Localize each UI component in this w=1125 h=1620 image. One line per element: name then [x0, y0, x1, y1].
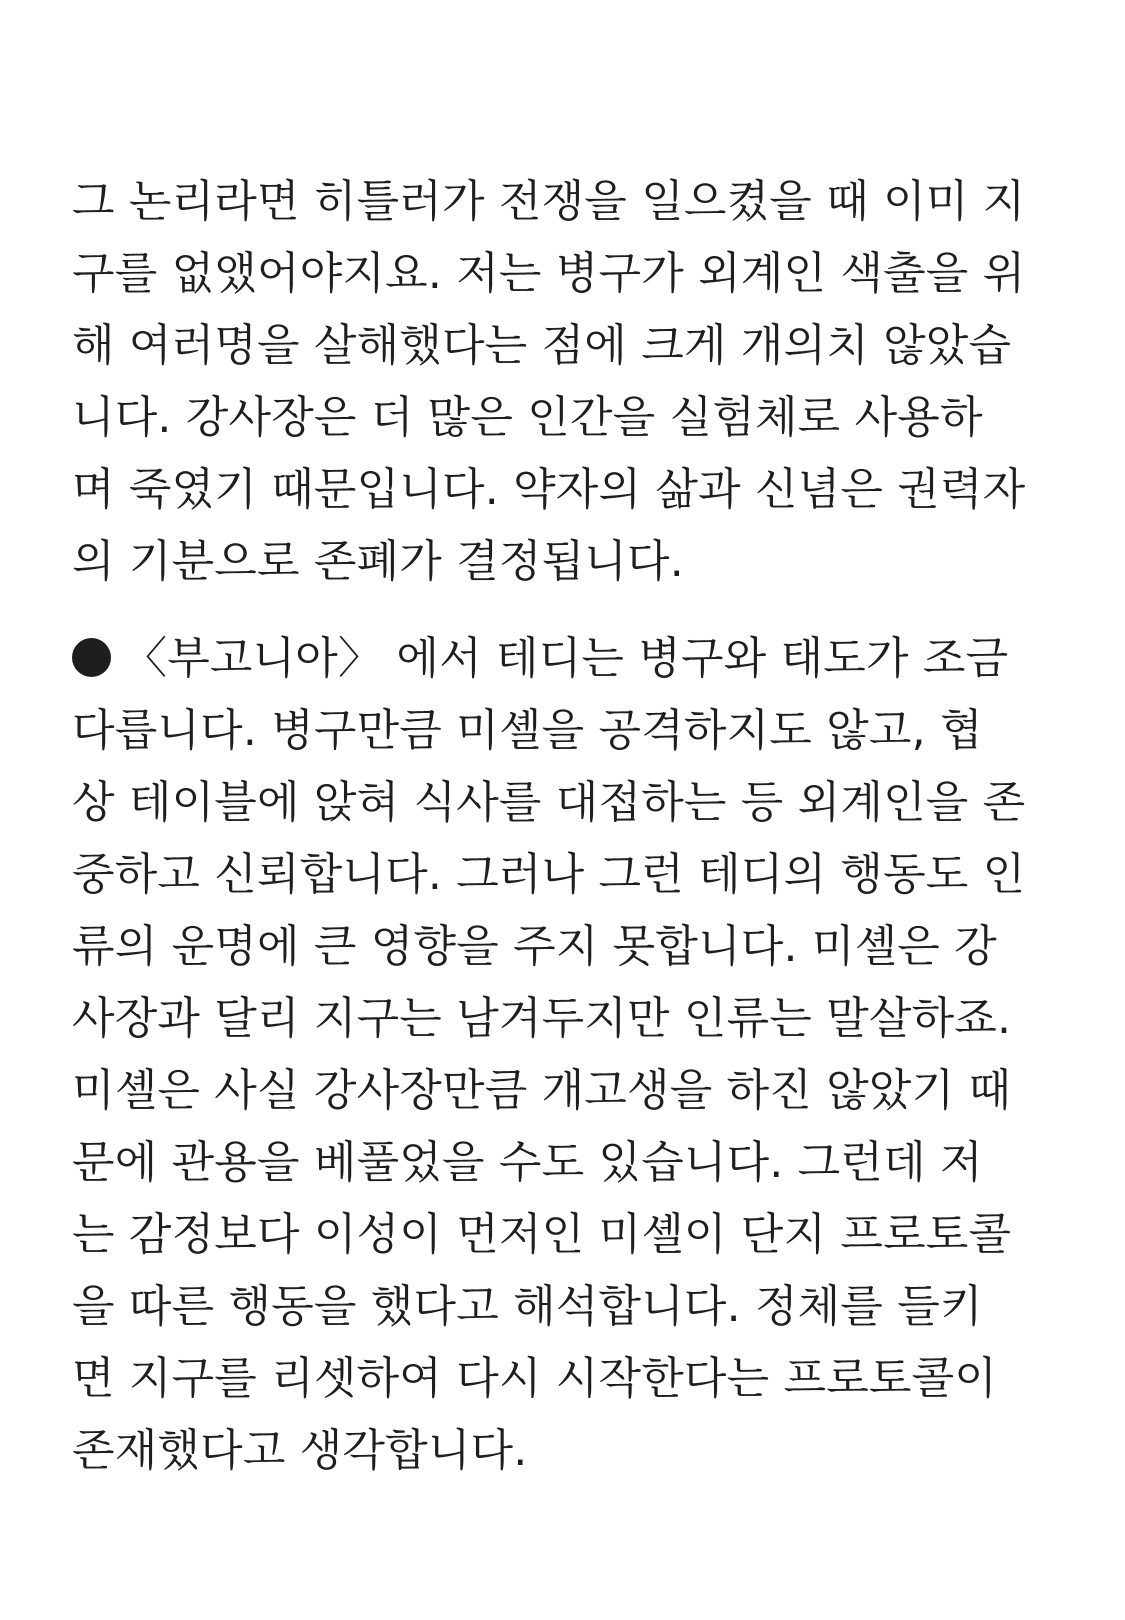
text-line: 을 따른 행동을 했다고 해석합니다. 정체를 들키	[72, 1281, 983, 1332]
text-line: 미셸은 사실 강사장만큼 개고생을 하진 않았기 때	[72, 1065, 1012, 1116]
text-line: 류의 운명에 큰 영향을 주지 못합니다. 미셸은 강	[72, 921, 997, 972]
text-line: 구를 없앴어야지요. 저는 병구가 외계인 색출을 위	[72, 248, 1026, 299]
text-line: 상 테이블에 앉혀 식사를 대접하는 등 외계인을 존	[72, 777, 1026, 828]
text-line: 사장과 달리 지구는 남겨두지만 인류는 말살하죠.	[72, 993, 1012, 1044]
text-line: 존재했다고 생각합니다.	[72, 1425, 528, 1476]
text-line: 니다. 강사장은 더 많은 인간을 실험체로 사용하	[72, 392, 983, 443]
text-line: 중하고 신뢰합니다. 그러나 그런 테디의 행동도 인	[72, 849, 1026, 900]
paragraph-2	[72, 623, 1072, 1487]
text-line: 다릅니다. 병구만큼 미셸을 공격하지도 않고, 협	[72, 705, 983, 756]
text-line: 그 논리라면 히틀러가 전쟁을 일으켰을 때 이미 지	[72, 176, 1026, 227]
text-line: 〈부고니아〉 에서 테디는 병구와 태도가 조금	[123, 633, 1009, 684]
text-line: 해 여러명을 살해했다는 점에 크게 개의치 않았습	[72, 320, 1012, 371]
text-line: 면 지구를 리셋하여 다시 시작한다는 프로토콜이	[72, 1353, 998, 1404]
text-line: 는 감정보다 이성이 먼저인 미셸이 단지 프로토콜	[72, 1209, 1012, 1260]
text-line-with-bullet	[72, 623, 1072, 695]
text-line: 며 죽였기 때문입니다. 약자의 삶과 신념은 권력자	[72, 464, 1026, 515]
paragraph-1	[72, 166, 1072, 598]
bullet-circle-icon	[72, 638, 111, 677]
text-line: 문에 관용을 베풀었을 수도 있습니다. 그런데 저	[72, 1137, 983, 1188]
text-line: 의 기분으로 존폐가 결정됩니다.	[72, 536, 684, 587]
